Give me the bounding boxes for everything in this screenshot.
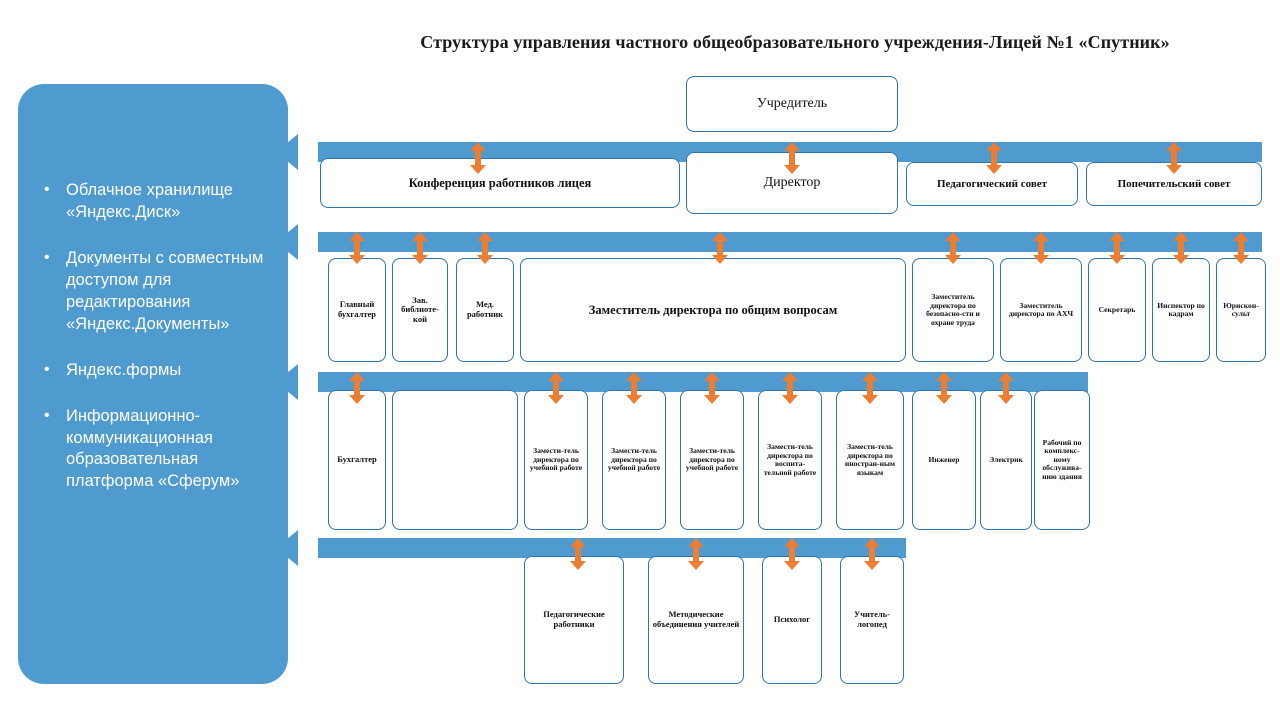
- page-title: Структура управления частного общеобразовательного учреждения-Лицей №1 «Спутник»: [420, 32, 1170, 52]
- node-zam-ahch: Заместитель директора по АХЧ: [1000, 258, 1082, 362]
- arrow-updown-icon: [1233, 232, 1249, 264]
- node-popechitelskiy-sovet: Попечительский совет: [1086, 162, 1262, 206]
- left-info-panel: [18, 84, 288, 684]
- list-item: • Яндекс.формы: [52, 360, 274, 382]
- arrow-updown-icon: [688, 538, 704, 570]
- arrow-updown-icon: [1109, 232, 1125, 264]
- node-psiholog: Психолог: [762, 556, 822, 684]
- arrow-updown-icon: [784, 142, 800, 174]
- connector-band-level2-tail: [276, 224, 298, 260]
- connector-band-level4-tail: [276, 530, 298, 566]
- node-metodicheskie-obedineniya: Методические объединения учителей: [648, 556, 744, 684]
- arrow-updown-icon: [862, 372, 878, 404]
- node-sekretar: Секретарь: [1088, 258, 1146, 362]
- arrow-updown-icon: [349, 232, 365, 264]
- node-uchreditel: Учредитель: [686, 76, 898, 132]
- node-pedsovet: Педагогический совет: [906, 162, 1078, 206]
- left-panel-list: [18, 84, 288, 493]
- node-zam-direktora-obshie-voprosy: Заместитель директора по общим вопросам: [520, 258, 906, 362]
- node-konferenciya: Конференция работников лицея: [320, 158, 680, 208]
- node-zam-vospitatelnaya-rabota: Замести-тель директора по воспита-тельной работе: [758, 390, 822, 530]
- node-med-rabotnik: Мед. работник: [456, 258, 514, 362]
- node-elektrik: Электрик: [980, 390, 1032, 530]
- arrow-updown-icon: [998, 372, 1014, 404]
- node-rabochiy-obsluzhivanie: Рабочий по комплекс-ному обслужива-нию здания: [1034, 390, 1090, 530]
- node-zam-inostrannye-yazyki: Замести-тель директора по иностран-ным языкам: [836, 390, 904, 530]
- list-item: • Информационно-коммуникационная образовательная платформа «Сферум»: [52, 406, 274, 494]
- arrow-updown-icon: [412, 232, 428, 264]
- connector-band-level3-tail: [276, 364, 298, 400]
- node-zam-uchebnaya-rabota-2: Замести-тель директора по учебной работе: [602, 390, 666, 530]
- arrow-updown-icon: [570, 538, 586, 570]
- arrow-updown-icon: [626, 372, 642, 404]
- node-zav-bibliotekoy: Зав. библиоте-кой: [392, 258, 448, 362]
- node-yuriskonsult: Юрискон-сульт: [1216, 258, 1266, 362]
- arrow-updown-icon: [1173, 232, 1189, 264]
- arrow-updown-icon: [782, 372, 798, 404]
- node-uchitel-logoped: Учитель-логопед: [840, 556, 904, 684]
- node-zam-bezopasnost: Заместитель директора по безопасно-сти и охране труда: [912, 258, 994, 362]
- arrow-updown-icon: [864, 538, 880, 570]
- arrow-updown-icon: [349, 372, 365, 404]
- node-direktor: Директор: [686, 152, 898, 214]
- arrow-updown-icon: [986, 142, 1002, 174]
- node-zam-uchebnaya-rabota-3: Замести-тель директора по учебной работе: [680, 390, 744, 530]
- node-inzhener: Инженер: [912, 390, 976, 530]
- arrow-updown-icon: [936, 372, 952, 404]
- arrow-updown-icon: [945, 232, 961, 264]
- connector-band-level4: [318, 538, 906, 558]
- node-zam-uchebnaya-rabota-1: Замести-тель директора по учебной работе: [524, 390, 588, 530]
- node-pedagogicheskie-rabotniki: Педагогические работники: [524, 556, 624, 684]
- connector-band-level3: [318, 372, 1088, 392]
- node-buhgalter: Бухгалтер: [328, 390, 386, 530]
- node-glavniy-buhgalter: Главный бухгалтер: [328, 258, 386, 362]
- arrow-updown-icon: [784, 538, 800, 570]
- arrow-updown-icon: [470, 142, 486, 174]
- node-spacer: [392, 390, 518, 530]
- connector-band-level1-tail: [276, 134, 298, 170]
- arrow-updown-icon: [712, 232, 728, 264]
- arrow-updown-icon: [477, 232, 493, 264]
- arrow-updown-icon: [704, 372, 720, 404]
- arrow-updown-icon: [548, 372, 564, 404]
- list-item: • Документы с совместным доступом для редактирования «Яндекс.Документы»: [52, 248, 274, 336]
- node-inspektor-po-kadram: Инспектор по кадрам: [1152, 258, 1210, 362]
- arrow-updown-icon: [1033, 232, 1049, 264]
- arrow-updown-icon: [1166, 142, 1182, 174]
- list-item: • Облачное хранилище «Яндекс.Диск»: [52, 180, 274, 224]
